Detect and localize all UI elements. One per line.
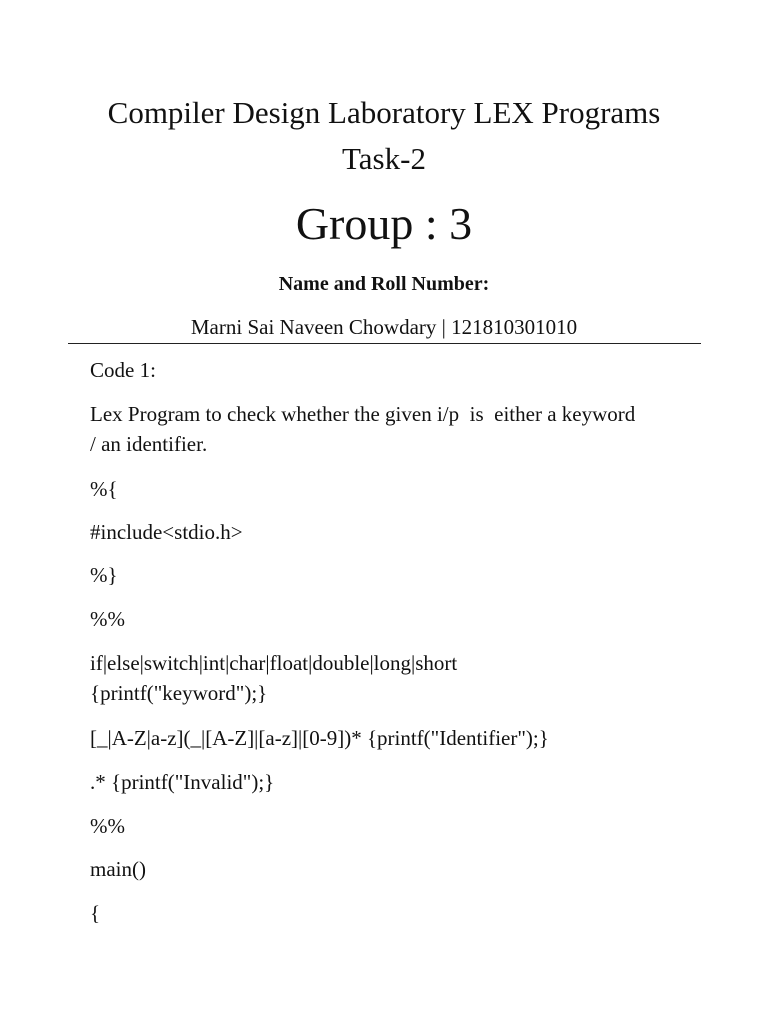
program-description-line2: / an identifier. <box>90 432 208 456</box>
code-line: {printf("keyword");} <box>90 681 268 705</box>
program-description-line1: Lex Program to check whether the given i/p is either a keyword <box>90 402 636 426</box>
code-line: %} <box>90 563 118 587</box>
student-name-roll: Marni Sai Naveen Chowdary | 121810301010 <box>190 315 578 339</box>
code-label: Code 1: <box>90 358 156 382</box>
code-line: %{ <box>90 477 118 501</box>
code-line: #include<stdio.h> <box>90 520 243 544</box>
code-line: %% <box>90 607 125 631</box>
code-line: main() <box>90 857 146 881</box>
code-line: if|else|switch|int|char|float|double|long|short <box>90 651 458 675</box>
code-line: [_|A-Z|a-z](_|[A-Z]|[a-z]|[0-9])* {printf("Identifier");} <box>90 726 549 750</box>
horizontal-divider <box>68 343 701 344</box>
document-title: Compiler Design Laboratory LEX Programs <box>107 95 661 130</box>
group-number: Group : 3 <box>295 198 473 249</box>
name-roll-heading: Name and Roll Number: <box>278 273 490 295</box>
task-subtitle: Task-2 <box>342 141 426 176</box>
code-line: { <box>90 901 101 925</box>
code-line: .* {printf("Invalid");} <box>90 770 275 794</box>
code-line: %% <box>90 814 125 838</box>
